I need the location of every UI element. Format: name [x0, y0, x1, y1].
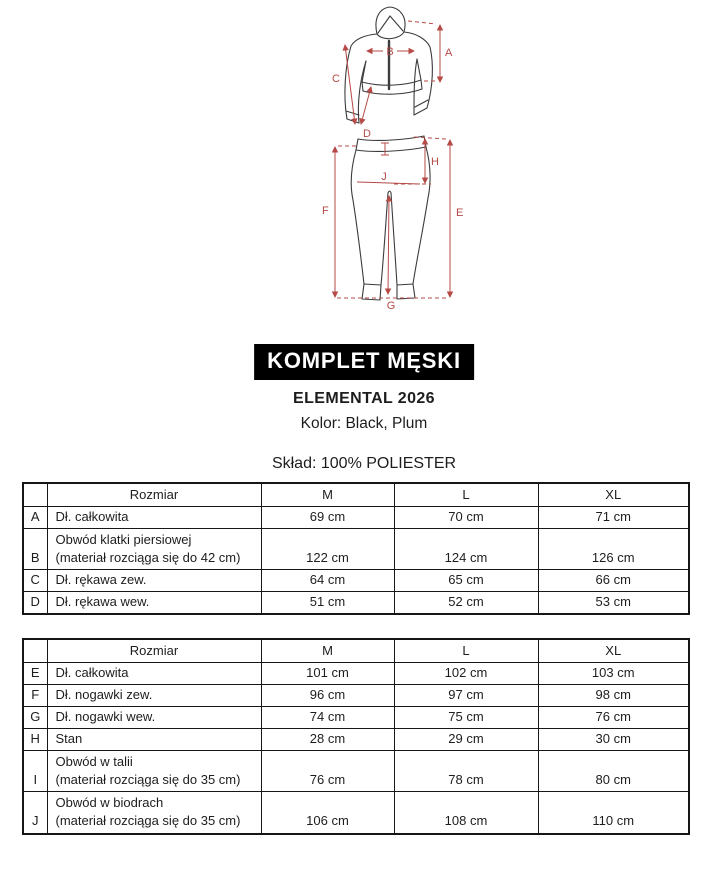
value-cell: 30 cm [538, 728, 689, 750]
measurement-diagram-svg [0, 0, 728, 336]
value-cell: 124 cm [394, 528, 538, 570]
value-cell: 122 cm [261, 528, 394, 570]
name-cell: Dł. nogawki wew. [47, 706, 261, 728]
letter-cell: C [23, 570, 47, 592]
diagram-label-f: F [322, 205, 329, 217]
value-cell: 71 cm [538, 506, 689, 528]
table-header-row [23, 483, 689, 506]
name-cell: Dł. całkowita [47, 506, 261, 528]
value-cell: 96 cm [261, 684, 394, 706]
letter-cell: H [23, 728, 47, 750]
name-cell: Stan [47, 728, 261, 750]
letter-cell: E [23, 662, 47, 684]
value-cell: 74 cm [261, 706, 394, 728]
value-cell: 76 cm [261, 750, 394, 792]
corner-cell [23, 639, 47, 662]
value-cell: 78 cm [394, 750, 538, 792]
table-row [23, 750, 689, 792]
value-cell: 28 cm [261, 728, 394, 750]
pants-size-table [22, 638, 690, 835]
col-header-xl: XL [538, 483, 689, 506]
value-cell: 76 cm [538, 706, 689, 728]
name-line-2: (materiał rozciąga się do 35 cm) [55, 771, 241, 787]
joggers-drawing [351, 136, 430, 300]
hoodie-drawing [345, 7, 432, 123]
name-cell [47, 750, 261, 792]
product-title: KOMPLET MĘSKI [254, 344, 474, 380]
letter-cell: A [23, 506, 47, 528]
table-row [23, 662, 689, 684]
table-row [23, 528, 689, 570]
value-cell: 75 cm [394, 706, 538, 728]
diagram-label-g: G [386, 300, 396, 312]
collection-subtitle: ELEMENTAL 2026 [293, 390, 435, 407]
value-cell: 64 cm [261, 570, 394, 592]
value-cell: 52 cm [394, 592, 538, 614]
table-row [23, 728, 689, 750]
size-diagram [0, 0, 728, 336]
letter-cell: J [23, 792, 47, 834]
col-header-m: M [261, 639, 394, 662]
name-cell: Dł. rękawa wew. [47, 592, 261, 614]
value-cell: 80 cm [538, 750, 689, 792]
value-cell: 108 cm [394, 792, 538, 834]
diagram-label-d: D [363, 128, 371, 140]
letter-cell: B [23, 528, 47, 570]
name-line-1: Obwód klatki piersiowej [55, 531, 192, 547]
letter-cell: G [23, 706, 47, 728]
value-cell: 98 cm [538, 684, 689, 706]
value-cell: 126 cm [538, 528, 689, 570]
diagram-label-c: C [332, 73, 340, 85]
letter-cell: D [23, 592, 47, 614]
col-header-rozmiar: Rozmiar [47, 483, 261, 506]
color-info: Kolor: Black, Plum [300, 415, 428, 432]
col-header-m: M [261, 483, 394, 506]
name-line-1: Obwód w talii [55, 753, 133, 769]
table-row [23, 684, 689, 706]
value-cell: 66 cm [538, 570, 689, 592]
name-line-1: Obwód w biodrach [55, 795, 164, 810]
value-cell: 102 cm [394, 662, 538, 684]
value-cell: 101 cm [261, 662, 394, 684]
table-row [23, 570, 689, 592]
value-cell: 97 cm [394, 684, 538, 706]
measurement-labels [322, 46, 463, 312]
name-cell [47, 528, 261, 570]
letter-cell: F [23, 684, 47, 706]
value-cell: 53 cm [538, 592, 689, 614]
value-cell: 106 cm [261, 792, 394, 834]
value-cell: 69 cm [261, 506, 394, 528]
name-cell: Dł. rękawa zew. [47, 570, 261, 592]
letter-cell: I [23, 750, 47, 792]
table-row [23, 506, 689, 528]
col-header-xl: XL [538, 639, 689, 662]
value-cell: 51 cm [261, 592, 394, 614]
fabric-composition: Skład: 100% POLIESTER [271, 455, 457, 472]
corner-cell [23, 483, 47, 506]
table-row [23, 792, 689, 834]
value-cell: 70 cm [394, 506, 538, 528]
diagram-label-b: B [386, 46, 394, 58]
name-cell: Dł. nogawki zew. [47, 684, 261, 706]
value-cell: 65 cm [394, 570, 538, 592]
name-cell [47, 792, 261, 834]
diagram-label-e: E [456, 207, 464, 219]
jacket-size-table [22, 482, 690, 615]
value-cell: 29 cm [394, 728, 538, 750]
diagram-label-a: A [445, 47, 453, 59]
diagram-label-h: H [431, 156, 439, 168]
name-line-2: (materiał rozciąga się do 35 cm) [55, 813, 241, 829]
diagram-label-j: J [381, 171, 387, 183]
col-header-l: L [394, 639, 538, 662]
name-line-2: (materiał rozciąga się do 42 cm) [55, 549, 241, 565]
col-header-l: L [394, 483, 538, 506]
col-header-rozmiar: Rozmiar [47, 639, 261, 662]
value-cell: 103 cm [538, 662, 689, 684]
table-header-row [23, 639, 689, 662]
table-row [23, 592, 689, 614]
value-cell: 110 cm [538, 792, 689, 834]
table-row [23, 706, 689, 728]
name-cell: Dł. całkowita [47, 662, 261, 684]
